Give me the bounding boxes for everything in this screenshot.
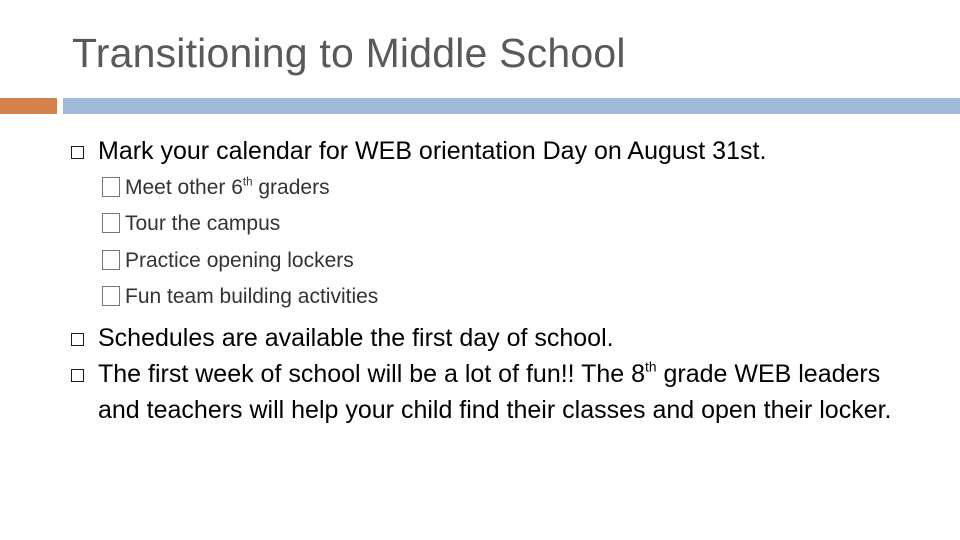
box-bullet-icon [102,177,120,197]
checkbox-bullet-icon [71,333,84,346]
box-bullet-icon [102,286,120,306]
bullet-orientation: Mark your calendar for WEB orientation Day on August 31st. [98,137,767,165]
box-bullet-icon [102,250,120,270]
subbullet-practice-lockers: Practice opening lockers [100,243,354,279]
bullet-first-week: The first week of school will be a lot of fun!! The 8th grade WEB leaders and teachers will help your child find their classes and open their locker. [98,359,892,424]
box-bullet-icon [102,213,120,233]
bullet-schedules: Schedules are available the first day of school. [98,324,614,352]
subbullet-meet-graders: Meet other 6th graders [100,170,330,206]
accent-bar [0,98,57,114]
subbullet-tour-campus: Tour the campus [100,206,280,242]
slide-title: Transitioning to Middle School [72,30,626,76]
checkbox-bullet-icon [71,146,84,159]
subbullet-team-building: Fun team building activities [100,279,378,315]
checkbox-bullet-icon [71,369,84,382]
title-rule-bar [63,98,960,114]
